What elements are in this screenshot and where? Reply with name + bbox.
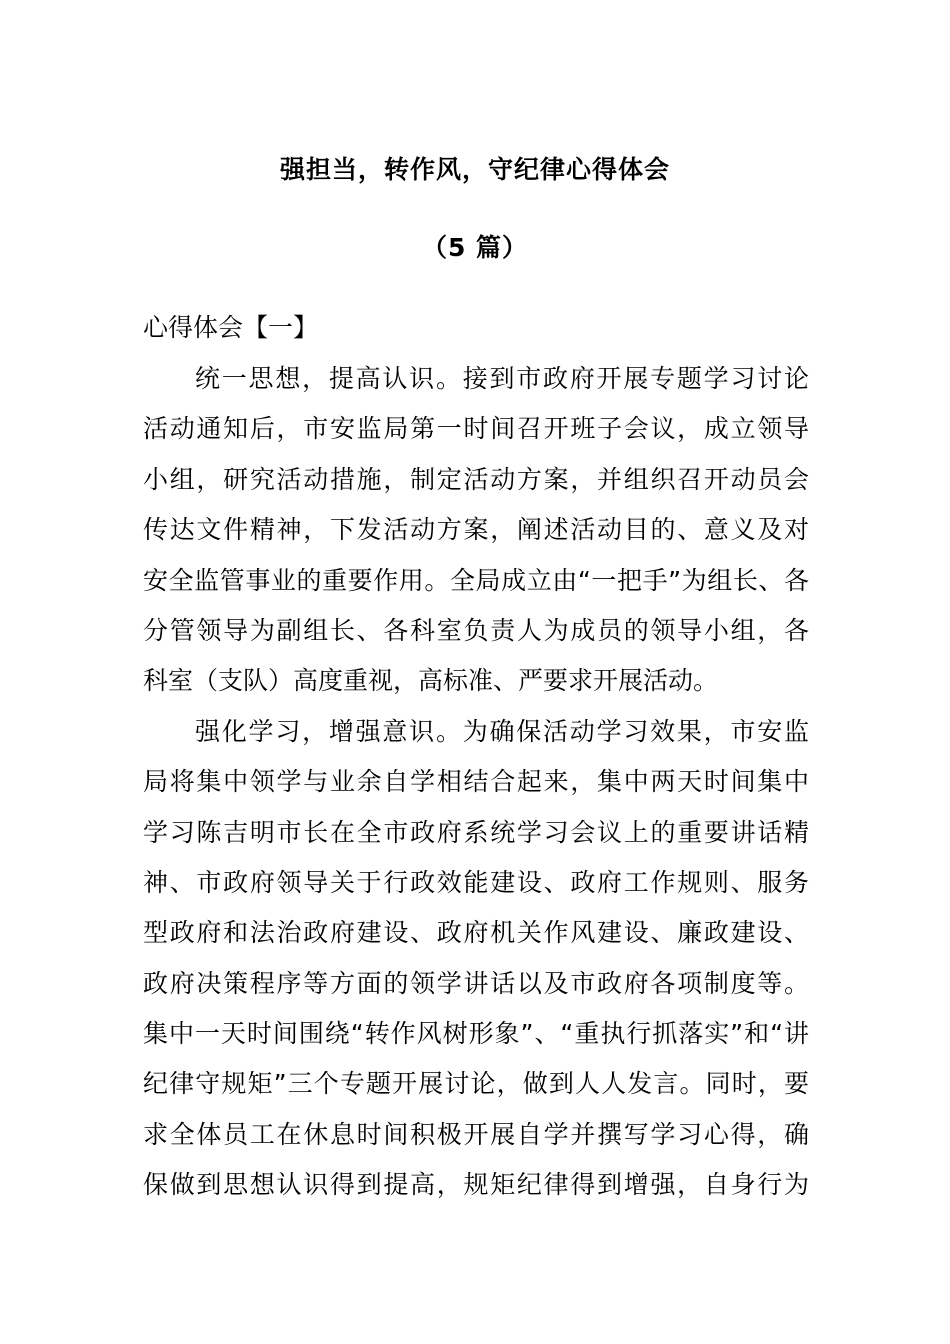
body-line: 政府决策程序等方面的领学讲话以及市政府各项制度等。 (143, 968, 809, 998)
document-title: 强担当，转作风，守纪律心得体会 (279, 155, 670, 184)
section-heading: 心得体会【一】 (143, 313, 319, 342)
body-line: 科室（支队）高度重视，高标准、严要求开展活动。 (143, 666, 719, 696)
body-line: 集中一天时间围绕“转作风树形象”、“重执行抓落实”和“讲 (143, 1019, 809, 1049)
body-line: 小组，研究活动措施，制定活动方案，并组织召开动员会 (143, 464, 809, 494)
body-line: 学习陈吉明市长在全市政府系统学习会议上的重要讲话精 (143, 817, 809, 847)
body-text (143, 354, 809, 1211)
body-line: 强化学习，增强意识。为确保活动学习效果，市安监 (195, 716, 809, 746)
body-line: 纪律守规矩”三个专题开展讨论，做到人人发言。同时，要 (143, 1069, 809, 1099)
body-line: 保做到思想认识得到提高，规矩纪律得到增强，自身行为 (143, 1170, 809, 1200)
body-line: 传达文件精神，下发活动方案，阐述活动目的、意义及对 (143, 515, 809, 545)
body-line: 局将集中领学与业余自学相结合起来，集中两天时间集中 (143, 767, 809, 797)
body-line: 安全监管事业的重要作用。全局成立由“一把手”为组长、各 (143, 565, 809, 595)
document-subtitle: （5 篇） (421, 233, 529, 262)
body-line: 型政府和法治政府建设、政府机关作风建设、廉政建设、 (143, 918, 809, 948)
body-line: 神、市政府领导关于行政效能建设、政府工作规则、服务 (143, 867, 809, 897)
body-line: 统一思想，提高认识。接到市政府开展专题学习讨论 (195, 364, 809, 393)
body-line: 活动通知后，市安监局第一时间召开班子会议，成立领导 (143, 414, 809, 444)
body-line: 分管领导为副组长、各科室负责人为成员的领导小组，各 (143, 615, 809, 645)
body-line: 求全体员工在休息时间积极开展自学并撰写学习心得，确 (143, 1119, 809, 1149)
